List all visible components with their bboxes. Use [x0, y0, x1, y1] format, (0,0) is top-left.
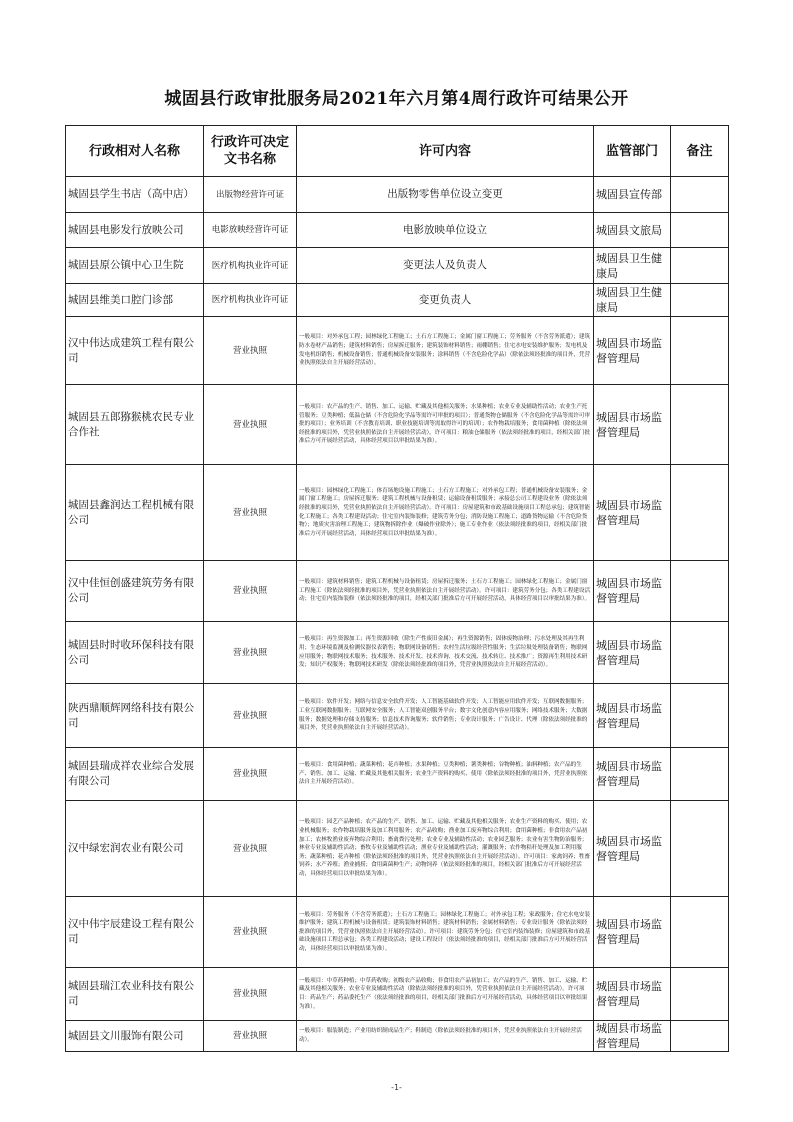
cell-content: 出版物零售单位设立变更 [297, 177, 594, 213]
cell-content: 一般项目：农产品的生产、销售、加工、运输、贮藏及其他相关服务；水果种植；农业专业及辅助性活动；农业生产托管服务；豆类种植；低温仓储（不含危险化学品等需许可审批的项目）；普通货物仓储服务（不含危险化学品等需许可审批的项目）；业务培训（不含教育培训、职业技能培训等需取得许可的培训）；农作物栽培服务；食用菌种植（除依法须经批准的项目外，凭营业执照依法自主开展经营活动）。许可项目：粮油仓储服务（依法须经批准的项目，经相关部门批准后方可开展经营活动，具体经营项目以审批结果为准）。 [297, 385, 594, 465]
table-row [66, 177, 729, 213]
cell-name: 汉中绿宏润农业有限公司 [66, 801, 204, 897]
header-dept: 监管部门 [594, 126, 671, 177]
cell-doc: 营业执照 [204, 897, 297, 968]
cell-doc: 营业执照 [204, 385, 297, 465]
cell-note [671, 1021, 729, 1052]
cell-doc: 营业执照 [204, 968, 297, 1021]
cell-dept: 城固县市场监督管理局 [594, 622, 671, 684]
table-row [66, 317, 729, 385]
cell-name: 城固县电影发行放映公司 [66, 213, 204, 248]
table-row [66, 465, 729, 561]
table-row [66, 897, 729, 968]
cell-dept: 城固县市场监督管理局 [594, 317, 671, 385]
cell-note [671, 284, 729, 317]
cell-content: 一般项目：软件开发；网络与信息安全软件开发；人工智能基础软件开发；人工智能应用软件开发；互联网数据服务；工业互联网数据服务；互联网安全服务；人工智能双创服务平台；数字文化创意内容应用服务；网络技术服务；大数据服务；数据处理和存储支持服务；信息技术咨询服务；软件销售；专业设计服务；广告设计、代理（除依法须经批准的项目外，凭营业执照依法自主开展经营活动）。 [297, 684, 594, 748]
cell-note [671, 385, 729, 465]
cell-doc: 营业执照 [204, 465, 297, 561]
page-title: 城固县行政审批服务局2021年六月第4周行政许可结果公开 [164, 89, 629, 109]
cell-name: 城固县维美口腔门诊部 [66, 284, 204, 317]
table-row [66, 748, 729, 801]
cell-name: 城固县瑞成祥农业综合发展有限公司 [66, 748, 204, 801]
cell-doc: 医疗机构执业许可证 [204, 248, 297, 284]
cell-note [671, 561, 729, 622]
cell-dept: 城固县市场监督管理局 [594, 968, 671, 1021]
table-row [66, 248, 729, 284]
header-doc-line2: 文书名称 [223, 152, 276, 167]
cell-dept: 城固县文旅局 [594, 213, 671, 248]
cell-note [671, 968, 729, 1021]
cell-content: 一般项目：中草药种植；中草药收购；初级农产品收购；非食用农产品初加工；农产品的生产、销售、加工、运输、贮藏及其他相关服务；农业专业及辅助性活动（除依法须经批准的项目外，凭营业执照依法自主开展经营活动）。许可项目：药品生产；药品委托生产（依法须经批准的项目，经相关部门批准后方可开展经营活动，具体经营项目以审批结果为准）。 [297, 968, 594, 1021]
cell-dept: 城固县市场监督管理局 [594, 1021, 671, 1052]
cell-name: 城固县学生书店（高中店） [66, 177, 204, 213]
table-row [66, 968, 729, 1021]
cell-content: 一般项目：对外承包工程；园林绿化工程施工；土石方工程施工；金属门窗工程施工；劳务服务（不含劳务派遣）；建筑防水卷材产品销售；建筑材料销售；房屋拆迁服务；建筑装饰材料销售；雨棚销售；住宅水电安装维护服务；发电机及发电机组销售；机械设备销售；普通机械设备安装服务；涂料销售（不含危险化学品）（除依法须经批准的项目外，凭营业执照依法自主开展经营活动）。 [297, 317, 594, 385]
cell-note [671, 177, 729, 213]
header-content: 许可内容 [297, 126, 594, 177]
cell-content: 变更负责人 [297, 284, 594, 317]
table-header-row [66, 126, 729, 177]
cell-dept: 城固县市场监督管理局 [594, 801, 671, 897]
cell-dept: 城固县市场监督管理局 [594, 748, 671, 801]
cell-content: 一般项目：劳务服务（不含劳务派遣）；土石方工程施工；园林绿化工程施工；对外承包工程；家政服务；住宅水电安装维护服务；建筑工程机械与设备租赁；建筑装饰材料销售；建筑材料销售；金属材料销售；专业设计服务（除依法须经批准的项目外，凭营业执照依法自主开展经营活动）。许可项目：建筑劳务分包；住宅室内装饰装修；房屋建筑和市政基础设施项目工程总承包；各类工程建设活动；建设工程设计（依法须经批准的项目，经相关部门批准后方可开展经营活动，具体经营项目以审批结果为准）。 [297, 897, 594, 968]
cell-content: 一般项目：建筑材料销售；建筑工程机械与设备租赁；房屋拆迁服务；土石方工程施工；园林绿化工程施工；金属门窗工程施工（除依法须经批准的项目外，凭营业执照依法自主开展经营活动）。许可项目：建筑劳务分包；各类工程建设活动；住宅室内装饰装修（依法须经批准的项目，经相关部门批准后方可开展经营活动，具体经营项目以审批结果为准）。 [297, 561, 594, 622]
cell-name: 城固县文川服饰有限公司 [66, 1021, 204, 1052]
cell-dept: 城固县宣传部 [594, 177, 671, 213]
cell-name: 陕西鼎顺辉网络科技有限公司 [66, 684, 204, 748]
cell-name: 城固县时时收环保科技有限公司 [66, 622, 204, 684]
cell-note [671, 801, 729, 897]
cell-note [671, 684, 729, 748]
cell-name: 汉中伟达成建筑工程有限公司 [66, 317, 204, 385]
cell-doc: 出版物经营许可证 [204, 177, 297, 213]
cell-note [671, 465, 729, 561]
cell-name: 汉中佳恒创盛建筑劳务有限公司 [66, 561, 204, 622]
cell-name: 城固县原公镇中心卫生院 [66, 248, 204, 284]
cell-note [671, 897, 729, 968]
cell-note [671, 748, 729, 801]
cell-doc: 电影放映经营许可证 [204, 213, 297, 248]
cell-note [671, 622, 729, 684]
header-note: 备注 [671, 126, 729, 177]
cell-doc: 营业执照 [204, 801, 297, 897]
cell-dept: 城固县卫生健康局 [594, 248, 671, 284]
cell-dept: 城固县卫生健康局 [594, 284, 671, 317]
cell-content: 电影放映单位设立 [297, 213, 594, 248]
table-row [66, 1021, 729, 1052]
cell-doc: 营业执照 [204, 748, 297, 801]
table-row [66, 801, 729, 897]
cell-content: 一般项目：园艺产品种植；农产品的生产、销售、加工、运输、贮藏及其他相关服务；农业生产资料的购买、使用；农业机械服务；农作物栽培服务及加工利用服务；农产品收购；渔业加工废弃物综合利用；食用菌种植；非食用农产品初加工；农林牧渔业废弃物综合利用；畜禽粪污处理；农业专业及辅助性活动；农业园艺服务；农业有害生物防治服务；林业专业及辅助性活动；畜牧专业及辅助性活动；渔业专业及辅助性活动；灌溉服务；农作物秸秆处理及加工利用服务；蔬菜种植；花卉种植（除依法须经批准的项目外，凭营业执照依法自主开展经营活动）。许可项目：家禽饲养；牲畜饲养；水产养殖；渔业捕捞；食用菌菌种生产；动物饲养（依法须经批准的项目，经相关部门批准后方可开展经营活动，具体经营项目以审批结果为准）。 [297, 801, 594, 897]
cell-doc: 营业执照 [204, 561, 297, 622]
table-row [66, 622, 729, 684]
cell-name: 城固县瑞江农业科技有限公司 [66, 968, 204, 1021]
page-number: -1- [391, 1083, 402, 1092]
table-row [66, 561, 729, 622]
cell-name: 汉中伟宇辰建设工程有限公司 [66, 897, 204, 968]
table-row [66, 684, 729, 748]
cell-content: 一般项目：服装制造；产业用纺织制成品生产；鞋制造（除依法须经批准的项目外，凭营业执照依法自主开展经营活动）。 [297, 1021, 594, 1052]
cell-note [671, 213, 729, 248]
cell-doc: 医疗机构执业许可证 [204, 284, 297, 317]
cell-doc: 营业执照 [204, 684, 297, 748]
cell-note [671, 317, 729, 385]
cell-dept: 城固县市场监督管理局 [594, 385, 671, 465]
table-body [66, 177, 729, 1052]
header-name: 行政相对人名称 [66, 126, 204, 177]
cell-dept: 城固县市场监督管理局 [594, 465, 671, 561]
table-row [66, 284, 729, 317]
cell-dept: 城固县市场监督管理局 [594, 561, 671, 622]
cell-content: 一般项目：园林绿化工程施工；体育场地设施工程施工；土石方工程施工；对外承包工程；普通机械设备安装服务；金属门窗工程施工；房屋拆迁服务；建筑工程机械与设备租赁；运输设备租赁服务；承接总公司工程建设业务（除依法须经批准的项目外，凭营业执照依法自主开展经营活动）。许可项目：房屋建筑和市政基础设施项目工程总承包；建筑智能化工程施工；各类工程建设活动；住宅室内装饰装修；建筑劳务分包；消防设施工程施工；道路货物运输（不含危险货物）；地质灾害治理工程施工；建筑物拆除作业（爆破作业除外）；施工专业作业（依法须经批准的项目，经相关部门批准后方可开展经营活动，具体经营项目以审批结果为准）。 [297, 465, 594, 561]
permit-results-table [65, 125, 729, 1052]
cell-dept: 城固县市场监督管理局 [594, 684, 671, 748]
cell-content: 变更法人及负责人 [297, 248, 594, 284]
cell-doc: 营业执照 [204, 622, 297, 684]
cell-content: 一般项目：食用菌种植；蔬菜种植；花卉种植；水果种植；豆类种植；薯类种植；谷物种植；油料种植；农产品的生产、销售、加工、运输、贮藏及其他相关服务；农业生产资料的购买、使用（除依法须经批准的项目外，凭营业执照依法自主开展经营活动）。 [297, 748, 594, 801]
header-doc [204, 126, 297, 177]
header-doc-line1: 行政许可决定 [210, 135, 289, 150]
cell-note [671, 248, 729, 284]
table-row [66, 385, 729, 465]
cell-name: 城固县鑫润达工程机械有限公司 [66, 465, 204, 561]
cell-content: 一般项目：再生资源加工；再生资源回收（除生产性废旧金属）；再生资源销售；固体废物治理；污水处理及其再生利用；生态环境监测及检测仪器仪表销售；物联网设备销售；农村生活垃圾经营性服务；生活垃圾处理装备销售；物联网应用服务；物联网技术服务；技术服务、技术开发、技术咨询、技术交流、技术转让、技术推广；资源再生利用技术研发；知识产权服务；物联网技术研发（除依法须经批准的项目外，凭营业执照依法自主开展经营活动）。 [297, 622, 594, 684]
cell-dept: 城固县市场监督管理局 [594, 897, 671, 968]
cell-doc: 营业执照 [204, 317, 297, 385]
table-row [66, 213, 729, 248]
cell-doc: 营业执照 [204, 1021, 297, 1052]
cell-name: 城固县五郎猕猴桃农民专业合作社 [66, 385, 204, 465]
